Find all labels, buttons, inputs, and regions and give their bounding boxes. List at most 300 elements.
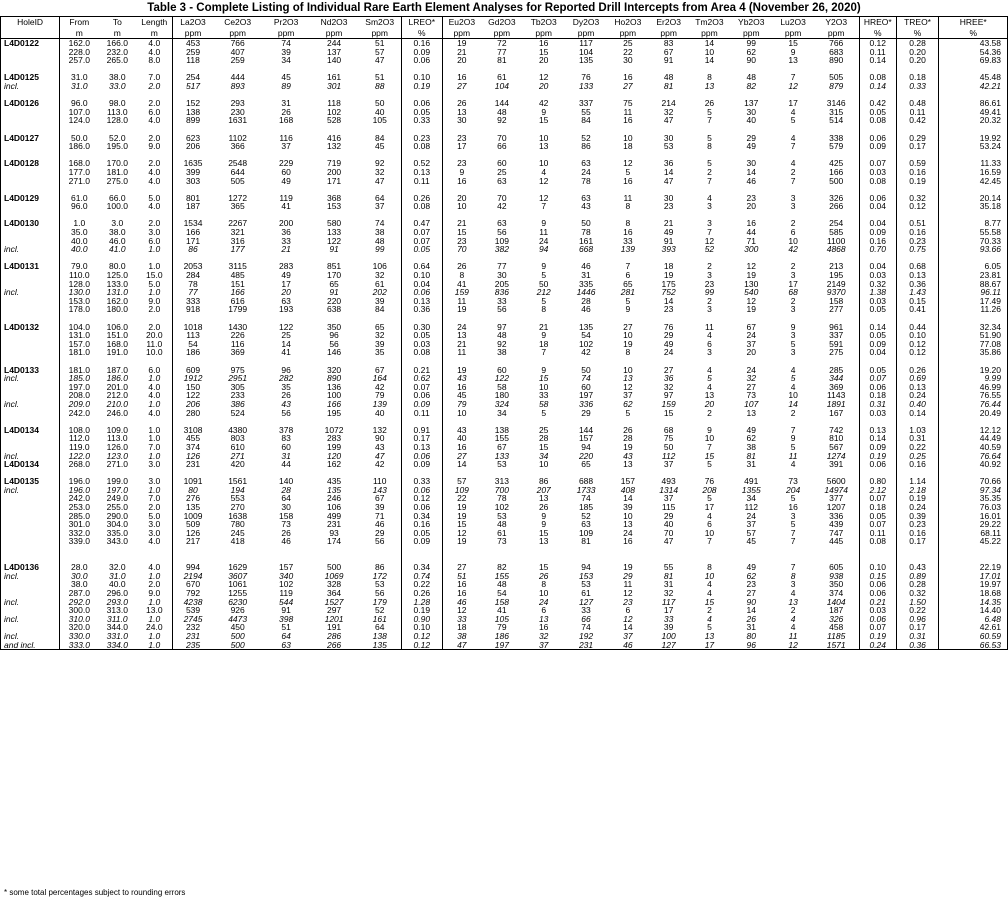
table-cell: 12.12 (939, 426, 1008, 435)
table-cell (442, 254, 481, 263)
table-cell: 326 (813, 615, 859, 624)
table-cell: 271 (230, 451, 245, 461)
table-cell: 0.03 (859, 409, 896, 418)
table-cell: 301.0 (68, 520, 90, 529)
table-cell: 1102 (228, 133, 247, 143)
table-cell: 1207 (813, 503, 859, 512)
table-cell (263, 357, 310, 366)
hole-id-cell: L4D0136 (1, 563, 60, 572)
table-cell: 67 (359, 366, 402, 375)
table-cell: 76.03 (939, 503, 1008, 512)
table-cell: 0.06 (401, 56, 442, 65)
table-cell (859, 546, 896, 555)
table-cell: 16 (746, 219, 756, 229)
table-cell: 3.0 (136, 520, 173, 529)
table-cell: 231 (185, 460, 201, 469)
table-header (1, 17, 1008, 39)
table-cell: 0.26 (896, 366, 939, 375)
table-cell (442, 125, 481, 134)
table-row (1, 82, 1008, 91)
table-row (1, 503, 1008, 512)
table-cell: 100 (661, 631, 676, 641)
table-cell: 3 (790, 271, 796, 280)
table-cell (859, 469, 896, 478)
table-cell: 16.59 (939, 168, 1008, 177)
table-cell: 16 (457, 589, 467, 598)
table-cell (689, 314, 730, 323)
table-cell: 4.0 (136, 48, 173, 57)
table-cell: 7 (707, 176, 712, 186)
table-cell: 5 (625, 408, 631, 418)
table-cell (481, 469, 523, 478)
hole-id-cell (1, 177, 60, 186)
table-cell: 0.16 (896, 529, 939, 538)
table-cell: 46 (581, 262, 591, 272)
table-cell: 0.12 (859, 39, 896, 48)
table-cell (607, 185, 648, 194)
table-cell: 140 (326, 56, 342, 65)
table-cell: 66.0 (109, 193, 126, 203)
table-cell: 1.43 (896, 288, 939, 297)
table-cell: 42.61 (939, 623, 1008, 632)
table-cell (648, 546, 689, 555)
table-cell (1, 469, 60, 478)
table-cell: 202 (359, 288, 402, 297)
table-cell: 9 (707, 425, 712, 435)
table-row (1, 589, 1008, 598)
table-cell: 93 (329, 528, 339, 538)
table-cell: 29 (663, 511, 674, 521)
table-row (1, 434, 1008, 443)
table-cell: 17 (689, 641, 730, 650)
table-cell: 16 (538, 38, 549, 48)
table-cell: 0.09 (859, 443, 896, 452)
table-cell: 0.33 (401, 116, 442, 125)
table-cell (689, 211, 730, 220)
table-cell: 43 (457, 374, 467, 383)
table-cell: 79 (359, 391, 402, 400)
hole-id-cell: L4D0135 (1, 477, 60, 486)
table-cell: 270 (230, 503, 245, 512)
table-cell (939, 357, 1008, 366)
table-cell: 23 (457, 159, 467, 168)
table-cell (359, 555, 402, 564)
table-cell: 20 (281, 288, 291, 297)
table-cell (98, 185, 136, 194)
table-cell: 5.0 (136, 280, 173, 289)
column-header: Tb2O3 (523, 17, 565, 29)
table-cell: 104 (578, 47, 594, 57)
table-cell: 6 (707, 520, 712, 529)
table-cell (481, 417, 523, 426)
table-cell (481, 65, 523, 74)
table-cell (442, 469, 481, 478)
table-cell: 0.24 (859, 641, 896, 650)
table-cell: 162.0 (68, 38, 90, 48)
table-cell: 67 (359, 494, 402, 503)
table-cell: 10 (623, 365, 633, 375)
table-cell: 35.86 (939, 348, 1008, 357)
table-cell (481, 546, 523, 555)
table-cell: 139 (359, 400, 402, 409)
table-cell: 4.0 (136, 563, 173, 572)
table-cell: 159 (661, 399, 676, 409)
table-cell: 126 (185, 451, 201, 461)
table-cell: 195.0 (106, 142, 128, 151)
table-cell: 5 (790, 374, 796, 383)
table-cell: 591 (813, 340, 859, 349)
table-cell: 17.49 (939, 297, 1008, 306)
table-cell: 7 (790, 537, 796, 547)
table-cell: 382 (494, 245, 509, 254)
table-cell: 13 (704, 391, 715, 400)
table-cell: 166 (326, 399, 342, 409)
table-cell: 5.0 (136, 194, 173, 203)
table-cell: 4 (707, 193, 712, 203)
table-cell: 123.0 (106, 451, 128, 461)
table-cell: 161 (359, 615, 402, 624)
table-cell: 113.0 (106, 434, 128, 443)
table-cell (1, 417, 60, 426)
table-cell (263, 314, 310, 323)
table-cell: 9 (541, 262, 547, 272)
table-cell: 21 (538, 322, 549, 332)
table-cell (813, 91, 859, 100)
table-cell: 21 (281, 245, 291, 254)
table-cell: 44 (281, 460, 291, 469)
table-cell: 60 (281, 442, 291, 452)
table-cell: 8 (790, 571, 796, 581)
table-cell: 7 (790, 176, 796, 186)
table-cell: 47 (663, 116, 674, 125)
table-cell: 752 (661, 288, 676, 297)
table-cell: 391 (813, 460, 859, 469)
table-cell (939, 151, 1008, 160)
table-cell: 43 (623, 451, 633, 461)
table-cell: 199.0 (106, 477, 128, 486)
table-cell: 44.49 (939, 434, 1008, 443)
table-cell: 60 (497, 365, 507, 375)
table-cell: 125.0 (106, 271, 128, 280)
table-cell: 11 (457, 348, 467, 357)
table-cell: 1018 (183, 322, 203, 332)
table-cell: 157.0 (68, 339, 90, 349)
table-cell: 0.03 (859, 297, 896, 306)
table-cell (98, 254, 136, 263)
hole-id-cell: incl. (1, 572, 60, 581)
table-cell: 0.25 (896, 452, 939, 461)
table-cell (896, 211, 939, 220)
table-cell: 133.0 (106, 279, 128, 289)
table-cell (359, 417, 402, 426)
table-cell: 918 (185, 305, 201, 314)
table-cell: 5 (707, 107, 712, 117)
table-cell (136, 91, 173, 100)
table-cell: 2 (707, 296, 712, 306)
column-header: HREE* (939, 17, 1008, 29)
table-cell: 51 (457, 571, 467, 581)
column-header: HoleID (1, 17, 60, 29)
table-cell (60, 357, 99, 366)
table-cell: 1143 (813, 391, 859, 400)
table-cell: 32 (663, 382, 674, 392)
table-cell: 12 (457, 528, 467, 538)
table-cell: 2 (707, 606, 712, 615)
column-unit: ppm (310, 28, 359, 39)
hole-id-cell: incl. (1, 452, 60, 461)
table-cell: 13 (538, 494, 549, 504)
hole-id-cell (1, 580, 60, 589)
table-cell: 2951 (228, 374, 248, 383)
table-cell: 0.36 (401, 305, 442, 314)
table-cell: 96.0 (71, 99, 88, 108)
table-cell: 45 (359, 142, 402, 151)
table-cell: 55.58 (939, 228, 1008, 237)
table-cell: 48 (497, 520, 507, 529)
table-cell: 22 (623, 47, 633, 57)
table-cell: 35 (359, 348, 402, 357)
table-cell: 71 (746, 236, 756, 246)
table-cell: 180.0 (106, 305, 128, 314)
table-cell: 7 (790, 528, 796, 538)
table-row (1, 108, 1008, 117)
table-cell: 187.0 (106, 365, 128, 375)
table-cell: 76 (581, 73, 591, 82)
hole-id-cell: incl. (1, 615, 60, 624)
table-cell: 164 (359, 374, 402, 383)
table-cell: 91 (281, 606, 291, 615)
table-cell: 4 (707, 614, 712, 624)
table-cell: 1.0 (136, 486, 173, 495)
hole-id-cell: incl. (1, 632, 60, 641)
table-cell: 310.0 (68, 614, 90, 624)
table-cell: 13 (538, 614, 549, 624)
table-cell: 0.26 (401, 194, 442, 203)
table-cell (523, 211, 565, 220)
table-cell: 3115 (228, 262, 247, 272)
table-cell: 4238 (183, 597, 203, 607)
table-cell (607, 555, 648, 564)
table-cell (481, 314, 523, 323)
table-cell: 0.12 (896, 348, 939, 357)
table-cell: 890 (813, 56, 859, 65)
table-cell: 12 (538, 193, 549, 203)
hole-id-cell (1, 331, 60, 340)
table-cell (263, 185, 310, 194)
table-cell: 18 (663, 262, 674, 272)
table-cell: 186 (185, 348, 201, 357)
table-cell: 16 (457, 73, 467, 82)
table-cell: 76.44 (939, 400, 1008, 409)
hole-id-cell (1, 168, 60, 177)
table-cell: 19 (623, 339, 633, 349)
table-cell: 377 (813, 494, 859, 503)
hole-id-cell: and incl. (1, 641, 60, 650)
table-cell: 253.0 (68, 503, 90, 512)
table-cell (263, 546, 310, 555)
table-cell: 24 (457, 322, 467, 332)
table-cell: 23 (457, 236, 467, 246)
table-row (1, 580, 1008, 589)
table-cell: 70 (663, 528, 674, 538)
table-cell: 0.62 (401, 374, 442, 383)
table-cell: 39 (281, 47, 291, 57)
table-cell: 810 (813, 434, 859, 443)
table-cell (359, 125, 402, 134)
table-cell (442, 65, 481, 74)
table-cell: 300.0 (68, 606, 90, 615)
table-cell: 0.06 (859, 383, 896, 392)
table-cell: 4473 (228, 614, 248, 624)
table-cell: 334.0 (98, 641, 136, 650)
table-cell: 975 (230, 365, 245, 375)
table-cell: 21 (457, 219, 467, 229)
table-cell (859, 91, 896, 100)
table-cell: 8 (459, 271, 465, 280)
table-cell: 0.30 (401, 323, 442, 332)
table-cell (773, 254, 814, 263)
table-cell: 365 (230, 202, 245, 211)
table-cell: 8 (707, 142, 712, 151)
table-row (1, 400, 1008, 409)
table-cell (442, 357, 481, 366)
table-cell: 55 (581, 107, 591, 117)
spacer-row (1, 151, 1008, 160)
table-cell: 41 (497, 606, 507, 615)
table-cell (401, 417, 442, 426)
table-cell: 40.59 (939, 443, 1008, 452)
table-cell: 6 (541, 606, 547, 615)
table-cell: 0.09 (401, 460, 442, 469)
table-cell: 2.0 (136, 82, 173, 91)
table-cell: 24 (746, 365, 756, 375)
table-cell (481, 125, 523, 134)
table-cell: 231 (326, 520, 342, 529)
table-cell: 143 (359, 486, 402, 495)
table-cell: 49 (746, 425, 756, 435)
table-cell: 0.12 (896, 340, 939, 349)
table-cell (136, 469, 173, 478)
table-cell: 207 (536, 485, 551, 495)
table-cell (730, 125, 773, 134)
table-cell: 0.06 (401, 391, 442, 400)
table-cell: 26 (281, 528, 291, 538)
spacer-row (1, 185, 1008, 194)
table-cell: 0.33 (401, 477, 442, 486)
table-cell: 961 (813, 323, 859, 332)
table-cell: 4.0 (136, 537, 173, 546)
table-cell: 13 (457, 107, 467, 117)
table-cell: 21 (663, 219, 674, 229)
table-cell: 938 (813, 572, 859, 581)
table-cell: 45 (746, 537, 756, 547)
table-cell: 374 (813, 589, 859, 598)
table-cell: 33 (581, 606, 591, 615)
column-header: Eu2O3 (442, 17, 481, 29)
table-cell: 3607 (228, 571, 248, 581)
table-cell (442, 151, 481, 160)
table-cell: 3.0 (111, 219, 124, 229)
table-cell: 97.34 (939, 486, 1008, 495)
table-cell (173, 469, 213, 478)
table-cell: 12 (623, 589, 633, 598)
table-row (1, 194, 1008, 203)
table-cell: 803 (230, 434, 245, 443)
table-cell: 1.0 (136, 245, 173, 254)
table-cell: 14 (623, 623, 633, 632)
table-cell: 9 (790, 47, 796, 57)
table-cell: 27 (663, 365, 674, 375)
table-cell (263, 151, 310, 160)
table-cell: 62 (746, 434, 756, 443)
table-cell: 26 (457, 99, 467, 108)
table-cell: 49 (746, 563, 756, 572)
table-cell: 16 (457, 176, 467, 186)
table-cell: 0.05 (859, 305, 896, 314)
table-row (1, 56, 1008, 65)
table-cell (359, 91, 402, 100)
table-cell: 259 (230, 56, 245, 65)
table-cell: 14 (281, 339, 291, 349)
table-cell: 0.06 (401, 486, 442, 495)
table-cell: 116 (279, 133, 293, 143)
table-cell: 15 (538, 528, 549, 538)
table-cell: 83 (281, 434, 291, 443)
table-cell: 0.08 (401, 202, 442, 211)
table-cell: 30 (746, 159, 756, 168)
table-cell (730, 185, 773, 194)
table-cell: 0.22 (896, 443, 939, 452)
table-cell (607, 65, 648, 74)
table-cell: 32 (746, 374, 756, 383)
table-cell: 0.05 (401, 245, 442, 254)
table-cell: 31 (746, 623, 756, 632)
table-cell: 0.16 (896, 228, 939, 237)
table-cell: 0.70 (859, 245, 896, 254)
table-cell: 128.0 (68, 279, 90, 289)
table-cell: 60 (281, 167, 291, 177)
table-cell: 283 (326, 434, 342, 443)
table-cell: 37 (281, 142, 291, 151)
table-cell: 0.10 (401, 73, 442, 82)
table-cell (523, 546, 565, 555)
table-cell: 4 (790, 589, 796, 598)
table-cell (359, 546, 402, 555)
table-cell: 335.0 (106, 528, 128, 538)
table-cell: 393 (661, 245, 676, 254)
table-cell: 6 (625, 271, 631, 280)
table-cell: 1100 (813, 237, 859, 246)
hole-id-cell: L4D0126 (1, 99, 60, 108)
table-cell: 1430 (228, 322, 248, 332)
table-cell: 0.06 (401, 288, 442, 297)
table-cell: 9 (541, 511, 547, 521)
table-cell: 0.11 (401, 409, 442, 418)
table-cell: 56 (329, 339, 339, 349)
table-cell: 399 (185, 167, 201, 177)
table-cell: 26 (457, 262, 467, 272)
hole-id-cell: L4D0130 (1, 219, 60, 228)
table-cell: 1799 (228, 305, 248, 314)
table-cell (648, 185, 689, 194)
table-cell: 0.96 (896, 615, 939, 624)
table-cell: 110 (359, 477, 402, 486)
table-cell: 65 (581, 460, 591, 469)
table-cell (98, 357, 136, 366)
table-cell: 179 (359, 598, 402, 607)
table-cell: 1631 (228, 116, 248, 125)
table-cell: 0.08 (859, 73, 896, 82)
